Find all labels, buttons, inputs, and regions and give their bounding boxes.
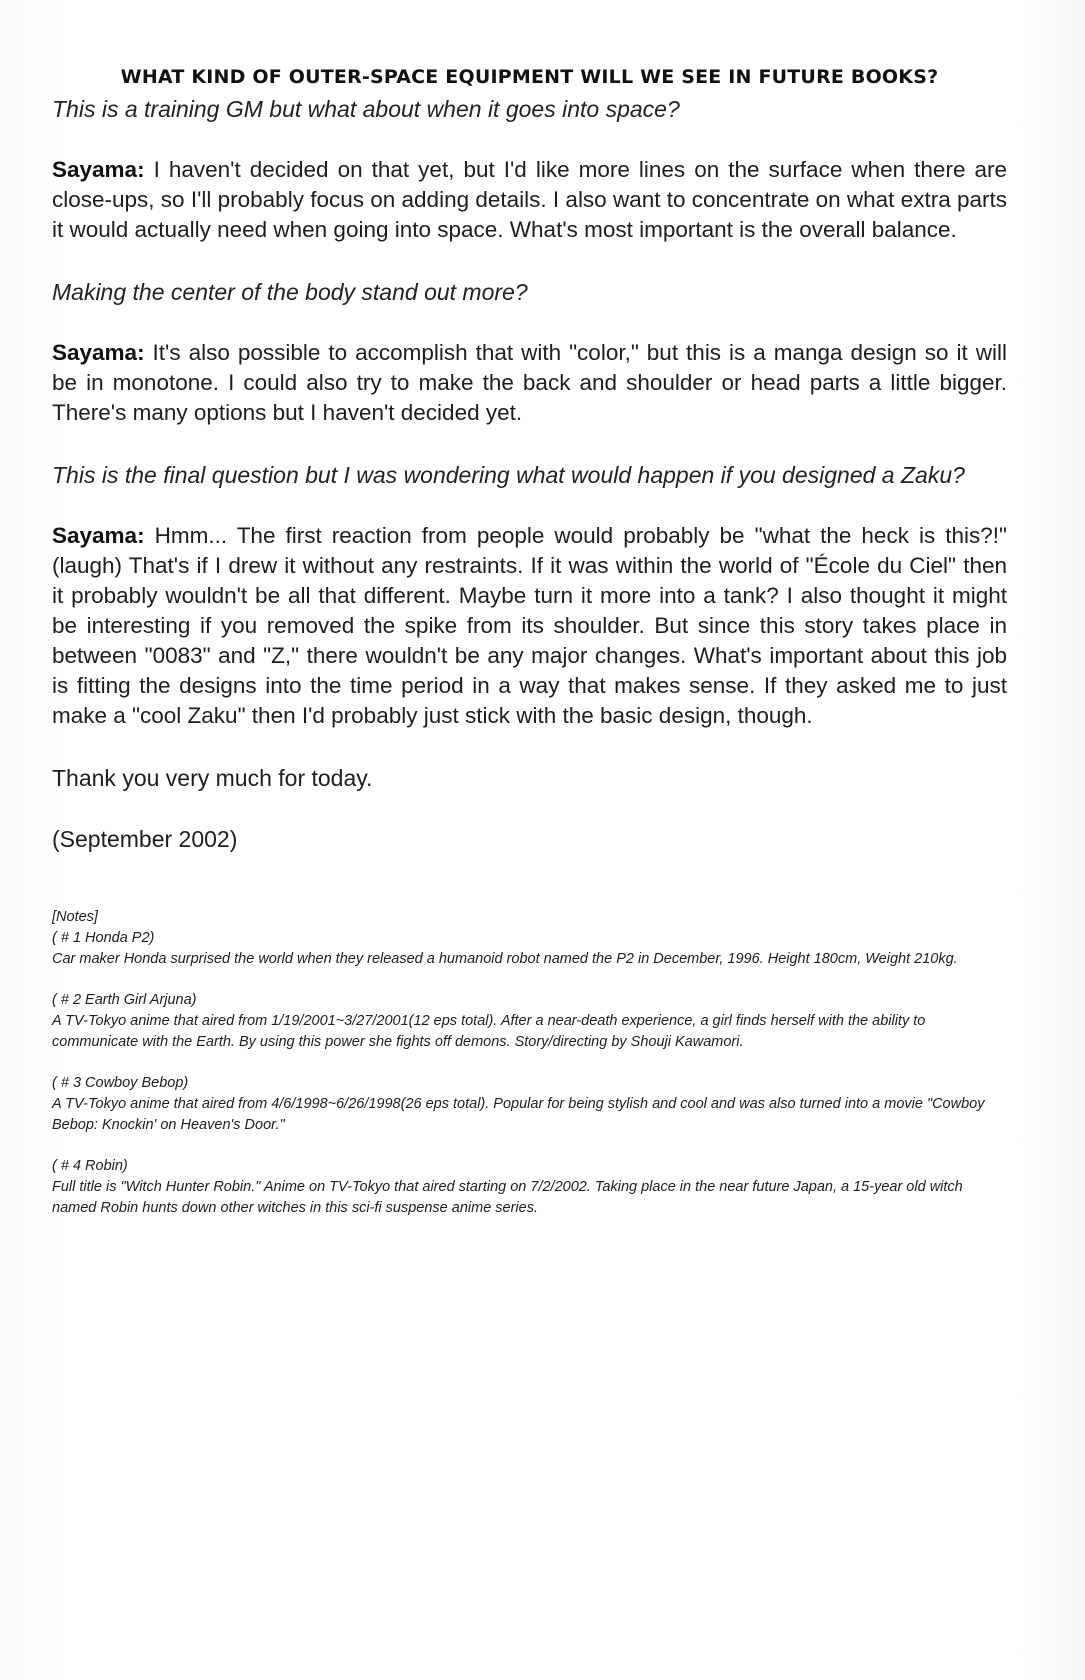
speaker-label: Sayama:: [52, 157, 145, 182]
speaker-label: Sayama:: [52, 523, 145, 548]
interview-answer: [52, 338, 1007, 428]
closing-line: Thank you very much for today.: [52, 765, 373, 791]
note-item: [52, 1073, 1007, 1136]
answer-text: It's also possible to accomplish that with "color," but this is a manga design so it will be in monotone. I could also try to make the back and shoulder or head parts a little bigger. There's many options but I haven't decided yet.: [52, 340, 1007, 425]
note-item: [52, 928, 1007, 970]
note-item: [52, 990, 1007, 1053]
page-content: [52, 58, 1007, 1239]
note-text: A TV-Tokyo anime that aired from 1/19/2001~3/27/2001(12 eps total). After a near-death experience, a girl finds herself with the ability to communicate with the Earth. By using this power she fights off demons. Story/directing by Shouji Kawamori.: [52, 1013, 926, 1050]
interview-question: Making the center of the body stand out more?: [52, 279, 528, 305]
note-text: Full title is "Witch Hunter Robin." Anime on TV-Tokyo that aired starting on 7/2/2002. Taking place in the near future Japan, a 15-year old witch named Robin hunts down other witches in this sci-fi suspense anime series.: [52, 1179, 963, 1216]
speaker-label: Sayama:: [52, 340, 145, 365]
interview-answer: [52, 521, 1007, 731]
section-heading: WHAT KIND OF OUTER-SPACE EQUIPMENT WILL WE SEE IN FUTURE BOOKS?: [120, 66, 939, 88]
interview-question: This is a training GM but what about when it goes into space?: [52, 96, 680, 122]
note-label: ( # 1 Honda P2): [52, 930, 155, 946]
notes-title: [Notes]: [52, 909, 98, 925]
answer-text: I haven't decided on that yet, but I'd like more lines on the surface when there are close-ups, so I'll probably focus on adding details. I also want to concentrate on what extra parts it would actually need when going into space. What's most important is the overall balance.: [52, 157, 1007, 242]
note-text: Car maker Honda surprised the world when they released a humanoid robot named the P2 in December, 1996. Height 180cm, Weight 210kg.: [52, 951, 958, 967]
note-item: [52, 1156, 1007, 1219]
note-label: ( # 2 Earth Girl Arjuna): [52, 992, 197, 1008]
interview-answer: [52, 155, 1007, 245]
note-label: ( # 4 Robin): [52, 1158, 128, 1174]
notes-section: [52, 907, 1007, 1219]
note-text: A TV-Tokyo anime that aired from 4/6/1998~6/26/1998(26 eps total). Popular for being stylish and cool and was also turned into a movie "Cowboy Bebop: Knockin' on Heaven's Door.": [52, 1096, 985, 1133]
note-label: ( # 3 Cowboy Bebop): [52, 1075, 189, 1091]
interview-date: (September 2002): [52, 826, 238, 852]
answer-text: Hmm... The first reaction from people would probably be "what the heck is this?!" (laugh) That's if I drew it without any restraints. If it was within the world of "École du Ciel" then it probably wouldn't be all that different. Maybe turn it more into a tank? I also thought it might be interesting if you removed the spike from its shoulder. But since this story takes place in between "0083" and "Z," there wouldn't be any major changes. What's important about this job is fitting the designs into the time period in a way that makes sense. If they asked me to just make a "cool Zaku" then I'd probably just stick with the basic design, though.: [52, 523, 1007, 728]
interview-question: This is the final question but I was wondering what would happen if you designed a Zaku?: [52, 462, 965, 488]
